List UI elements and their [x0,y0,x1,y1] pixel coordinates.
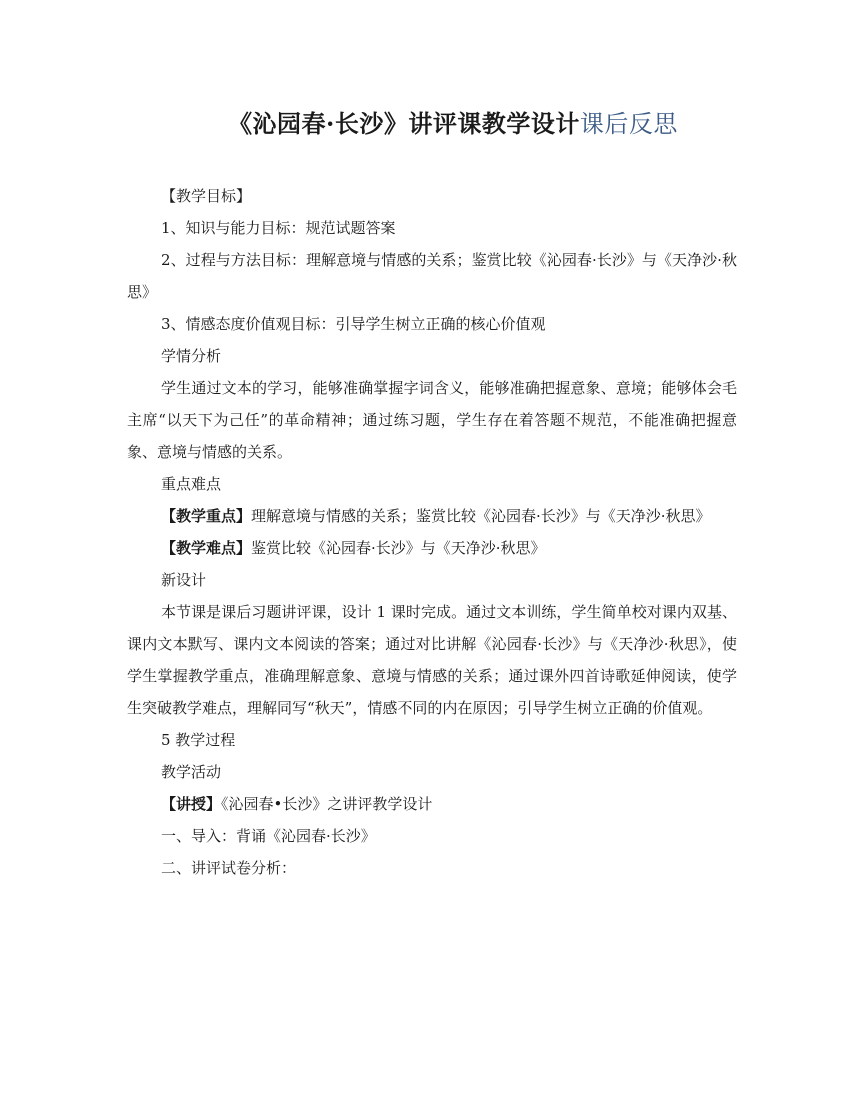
paragraph-learner-analysis: 学生通过文本的学习，能够准确掌握字词含义，能够准确把握意象、意境；能够体会毛主席“以天下为己任”的革命精神；通过练习题，学生存在着答题不规范，不能准确把握意象、意境与情感的关系。 [127,379,737,461]
paragraph-goal-2: 2、过程与方法目标：理解意境与情感的关系；鉴赏比较《沁园春·长沙》与《天净沙·秋思》 [127,251,737,301]
paragraph-teaching-goals-heading: 【教学目标】 [161,187,252,205]
paragraph-process-heading: 5 教学过程 [161,731,236,749]
paragraph-lecture [127,788,737,820]
paragraph-difficult-point [127,532,737,564]
lecture-label: 【讲授】 [161,795,222,813]
paragraph-goal-3: 3、情感态度价值观目标：引导学生树立正确的核心价值观 [161,315,546,333]
difficult-point-text: 鉴赏比较《沁园春·长沙》与《天净沙·秋思》 [251,539,546,557]
paragraph-step-1: 一、导入：背诵《沁园春·长沙》 [161,827,376,845]
paragraph-goal-1: 1、知识与能力目标：规范试题答案 [161,219,396,237]
paragraph-key-points-heading: 重点难点 [161,475,222,493]
paragraph-new-design: 本节课是课后习题讲评课，设计 1 课时完成。通过文本训练，学生简单校对课内双基、课内文本默写、课内文本阅读的答案；通过对比讲解《沁园春·长沙》与《天净沙·秋思》，使学生掌握教学重点，准确理解意象、意境与情感的关系；通过课外四首诗歌延伸阅读，使学生突破教学难点，理解同写“秋天”，情感不同的内在原因；引导学生树立正确的价值观。 [127,603,737,717]
title-main: 《沁园春·长沙》讲评课教学设计 [228,109,580,138]
difficult-point-label: 【教学难点】 [161,539,252,557]
document-body [127,180,737,884]
title-accent: 课后反思 [579,110,678,138]
paragraph-learner-analysis-heading: 学情分析 [161,347,222,365]
paragraph-new-design-heading: 新设计 [161,571,207,589]
paragraph-step-2: 二、讲评试卷分析： [161,859,297,877]
document-title [0,104,860,139]
paragraph-activity-heading: 教学活动 [161,763,222,781]
lecture-text: 《沁园春•长沙》之讲评教学设计 [221,795,433,813]
key-point-label: 【教学重点】 [161,507,252,525]
paragraph-key-point [127,500,737,532]
key-point-text: 理解意境与情感的关系；鉴赏比较《沁园春·长沙》与《天净沙·秋思》 [251,507,711,525]
